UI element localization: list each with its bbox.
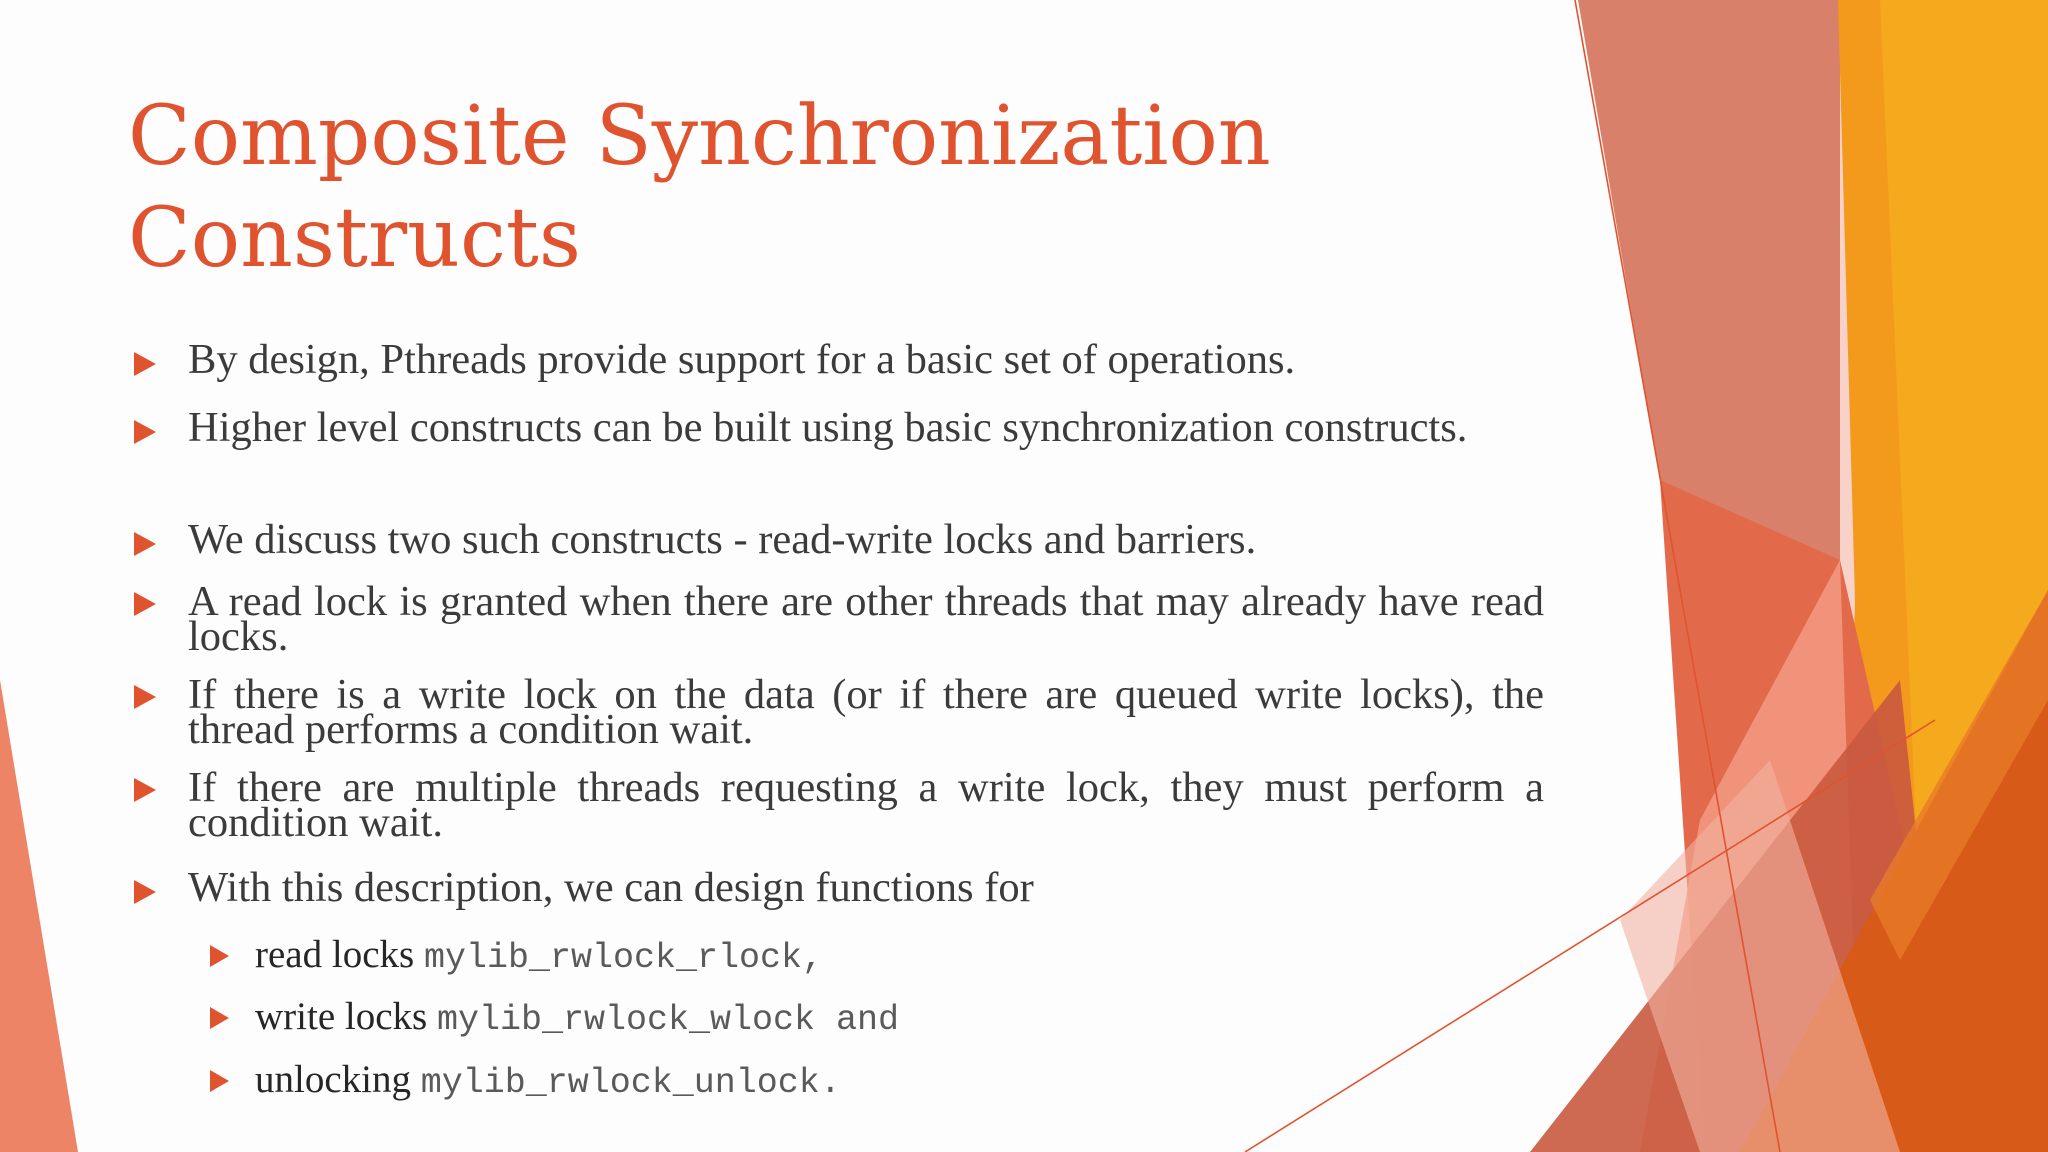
bullet-item: By design, Pthreads provide support for a basic set of operations.: [188, 336, 1296, 383]
slide-title: [128, 86, 1528, 290]
sub-bullet-suffix: and: [815, 1000, 900, 1040]
sub-bullet-label: read locks: [255, 933, 415, 976]
slide-title-line-1: Composite Synchronization: [128, 89, 1271, 184]
bullet-item: We discuss two such constructs - read-write locks and barriers.: [188, 516, 1257, 563]
bullet-item: If there are multiple threads requesting a write lock, they must perform a condition wait.: [188, 764, 1544, 846]
sub-bullet-code: mylib_rwlock_unlock: [420, 1063, 820, 1103]
bullet-item: With this description, we can design functions for: [188, 864, 1034, 911]
bullet-item: If there is a write lock on the data (or if there are queued write locks), the thread performs a condition wait.: [188, 671, 1544, 753]
sub-bullet-code: mylib_rwlock_rlock: [423, 938, 802, 978]
bullet-item: Higher level constructs can be built using basic synchronization constructs.: [188, 404, 1468, 451]
sub-bullet-suffix: .: [819, 1063, 841, 1103]
sub-bullet-label: unlocking: [255, 1058, 411, 1101]
sub-bullet-label: write locks: [255, 995, 428, 1038]
bullet-item: A read lock is granted when there are other threads that may already have read locks.: [188, 578, 1544, 660]
sub-bullet-suffix: ,: [802, 938, 824, 978]
sub-bullet-code: mylib_rwlock_wlock: [436, 1000, 816, 1040]
slide-title-line-2: Constructs: [128, 191, 581, 286]
